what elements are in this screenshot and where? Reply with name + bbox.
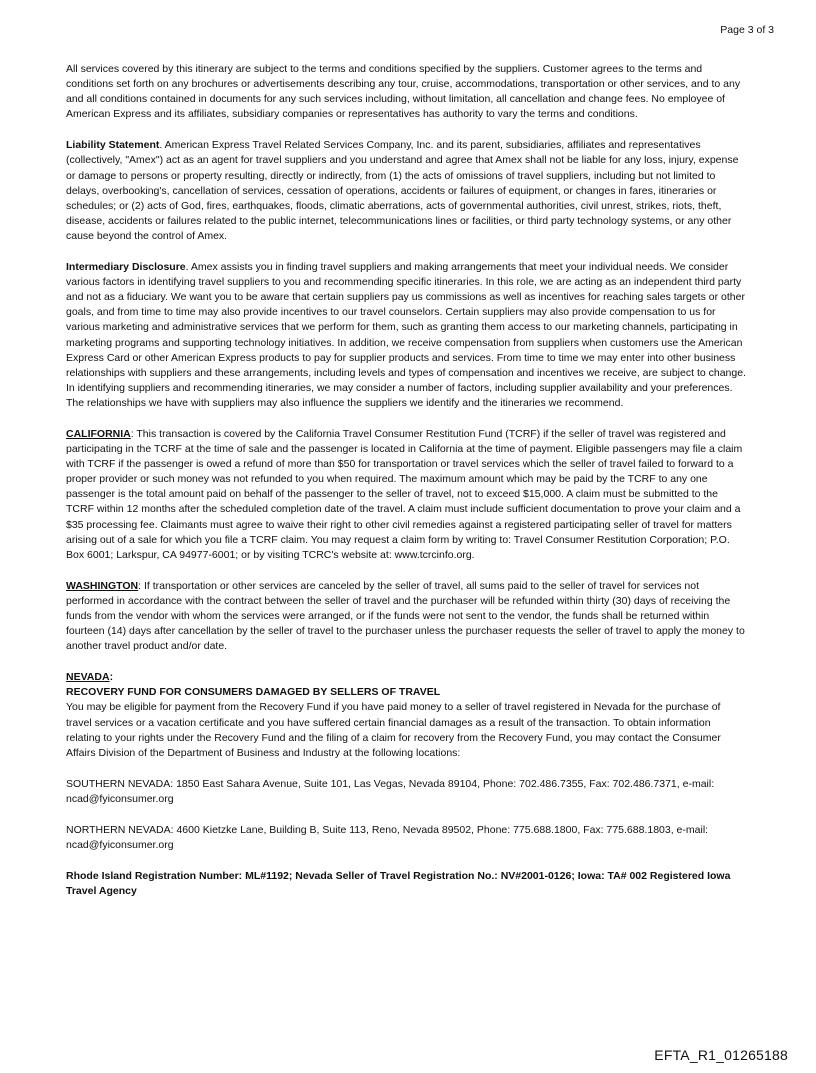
liability-heading: Liability Statement [66,139,160,152]
document-id: EFTA_R1_01265188 [654,1047,788,1063]
nevada-paragraph [66,670,746,761]
intermediary-heading: Intermediary Disclosure [66,261,186,274]
terms-paragraph: All services covered by this itinerary are subject to the terms and conditions specified by the suppliers. Customer agrees to the terms and conditions set forth on any brochures or advertisements describing any tour, cruise, accommodations, transportation or other services, and to any and all conditions contained in documents for any such services including, without limitation, all cancellation and change fees. No employee of American Express and its affiliates, subsidiary companies or representatives has authority to vary the terms and conditions. [66,63,741,121]
california-text: : This transaction is covered by the California Travel Consumer Restitution Fund (TCRF) if the seller of travel was registered and participating in the TCRF at the time of sale and the passenger is located in California at the time of payment. Eligible passengers may file a claim with TCRF if the passenger is owed a refund of more than $50 for transportation or travel services which the seller of travel failed to forward to a proper provider or such money was not refunded to you when required. The maximum amount which may be paid by the TCRF to any one passenger is the total amount paid on behalf of the passenger to the seller of travel, not to exceed $15,000. A claim must be submitted to the TCRF within 12 months after the scheduled completion date of the travel. A claim must include sufficient documentation to prove your claim and a $35 processing fee. Claimants must agree to waive their right to other civil remedies against a registered participating seller of travel for matters arising out of a sale for which you file a TCRF claim. You may request a claim form by writing to: Travel Consumer Restitution Corporation; P.O. Box 6001; Larkspur, CA 94977-6001; or by visiting TCRC's website at: www.tcrcinfo.org. [66,427,743,561]
nevada-heading-suffix: : [109,671,114,684]
california-paragraph [66,427,746,563]
southern-nevada-address: SOUTHERN NEVADA: 1850 East Sahara Avenue, Suite 101, Las Vegas, Nevada 89104, Phone: 702.486.7355, Fax: 702.486.7371, e-mail: ncad@fyiconsumer.org [66,777,715,805]
california-heading: CALIFORNIA [66,427,131,440]
washington-paragraph [66,579,746,654]
washington-heading: WASHINGTON [66,579,139,592]
washington-text: : If transportation or other services are canceled by the seller of travel, all sums paid to the seller of travel for services not performed in accordance with the contract between the seller of travel and the purchaser will be refunded within thirty (30) days of receiving the funds from the vendor with whom the services were arranged, or if the funds were not sent to the vendor, the funds shall be returned within fourteen (14) days after cancellation by the seller of travel to the purchaser unless the purchaser requests the seller of travel to apply the money to another travel product and/or date. [66,579,745,653]
page-number: Page 3 of 3 [720,24,774,36]
registration-statement: Rhode Island Registration Number: ML#1192; Nevada Seller of Travel Registration No.: NV#2001-0126; Iowa: TA# 002 Registered Iowa Travel Agency [66,870,731,898]
northern-nevada-address: NORTHERN NEVADA: 4600 Kietzke Lane, Building B, Suite 113, Reno, Nevada 89502, Phone: 775.688.1800, Fax: 775.688.1803, e-mail: ncad@fyiconsumer.org [66,824,709,852]
liability-paragraph [66,138,746,244]
nevada-text: You may be eligible for payment from the Recovery Fund if you have paid money to a seller of travel registered in Nevada for the purchase of travel services or a vacation certificate and you have suffered certain financial damages as a result of the transaction. To obtain information relating to your rights under the Recovery Fund and the filing of a claim for recovery from the Recovery Fund, you may contact the Consumer Affairs Division of the Department of Business and Industry at the following locations: [66,701,721,759]
intermediary-text: . Amex assists you in finding travel suppliers and making arrangements that meet your individual needs. We consider various factors in identifying travel suppliers to you and recommending specific itineraries. In this role, we are acting as an independent third party and not as a fiduciary. We want you to be aware that certain suppliers pay us commissions as well as incentives for reaching sales targets or other goals, and from time to time may also provide incentives to our travel counselors. Certain suppliers may also provide compensation to us for various marketing and administrative services that we perform for them, such as granting them access to our marketing channels, participating in marketing programs and supporting technology initiatives. In addition, we receive compensation from suppliers when customers use the American Express Card or other American Express products to pay for supplier products and services. From time to time we may enter into other business relationships with suppliers and these arrangements, including levels and types of compensation and incentives we receive, are subject to change. In identifying suppliers and recommending itineraries, we may consider a number of factors, including supplier availability and your preferences. The relationships we have with suppliers may also influence the suppliers we identify and the itineraries we recommend. [66,261,746,409]
intermediary-paragraph [66,260,746,411]
nevada-heading: NEVADA [66,671,110,684]
liability-text: . American Express Travel Related Services Company, Inc. and its parent, subsidiaries, affiliates and representatives (collectively, "Amex") act as an agent for travel suppliers and you understand and agree that Amex shall not be liable for any loss, injury, expense or damage to persons or property resulting, directly or indirectly, from (1) the acts of omissions of travel suppliers, including but not limited to delays, overbooking's, cancellation of services, cessation of operations, accidents or failures of equipment, or changes in fares, itineraries or schedules; or (2) acts of God, fires, earthquakes, floods, climatic aberrations, acts of governmental authorities, civil unrest, strikes, riots, theft, disease, accidents or failures related to the public internet, telecommunications lines or facilities, or third party technology systems, or any other cause beyond the control of Amex. [66,139,739,242]
nevada-subheading: RECOVERY FUND FOR CONSUMERS DAMAGED BY SELLERS OF TRAVEL [66,686,441,699]
document-body [66,62,746,915]
